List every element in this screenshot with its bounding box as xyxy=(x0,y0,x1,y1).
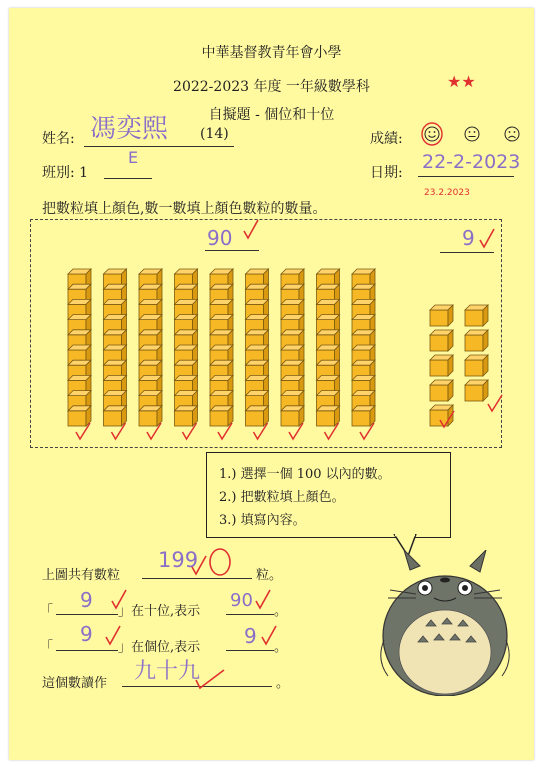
date-handwritten: 22-2-2023 xyxy=(422,151,521,173)
q3-value-handwritten: 9 xyxy=(244,624,257,648)
q3-end: 。 xyxy=(274,640,288,655)
student-number: (14) xyxy=(200,126,229,142)
marked-date: 23.2.2023 xyxy=(424,188,470,198)
q1-answer-handwritten: 199 xyxy=(158,548,199,572)
school-title: 中華基督教青年會小學 xyxy=(201,45,342,61)
year-subject: 2022-2023 年度 一年級數學科 xyxy=(173,79,370,95)
q3-digit-handwritten: 9 xyxy=(80,622,93,646)
callout-step-1: 1.) 選擇一個 100 以內的數。 xyxy=(219,467,391,482)
class-handwritten: E xyxy=(128,148,139,167)
totoro-mascot-icon xyxy=(370,550,520,696)
q3-text: 」在個位,表示 xyxy=(118,640,201,655)
q2-digit-handwritten: 9 xyxy=(80,588,93,612)
q1-suffix: 粒。 xyxy=(256,568,283,583)
q4-answer-handwritten: 九十九 xyxy=(134,659,201,684)
name-handwritten: 馮奕熙 xyxy=(90,114,169,144)
class-label: 班別: 1 xyxy=(42,165,89,181)
name-label: 姓名: xyxy=(42,131,75,147)
q4-prefix: 這個數讀作 xyxy=(42,676,108,691)
q3-open-quote: 「 xyxy=(40,640,54,655)
q2-open-quote: 「 xyxy=(40,604,54,619)
teacher-stars: ★★ xyxy=(447,72,476,91)
callout-step-2: 2.) 把數粒填上顏色。 xyxy=(219,490,345,505)
q2-end: 。 xyxy=(274,604,288,619)
ones-total-handwritten: 9 xyxy=(462,226,475,250)
q2-value-handwritten: 90 xyxy=(230,590,253,611)
q2-text: 」在十位,表示 xyxy=(118,604,201,619)
q4-suffix: 。 xyxy=(276,676,290,691)
score-label: 成績: xyxy=(370,131,403,147)
tens-total-handwritten: 90 xyxy=(207,226,233,250)
date-label: 日期: xyxy=(370,165,403,181)
instruction-text: 把數粒填上顏色,數一數填上顏色數粒的數量。 xyxy=(42,201,327,217)
q1-prefix: 上圖共有數粒 xyxy=(42,568,121,583)
callout-step-3: 3.) 填寫內容。 xyxy=(219,513,306,528)
worksheet-topic: 自擬題 - 個位和十位 xyxy=(208,107,335,123)
